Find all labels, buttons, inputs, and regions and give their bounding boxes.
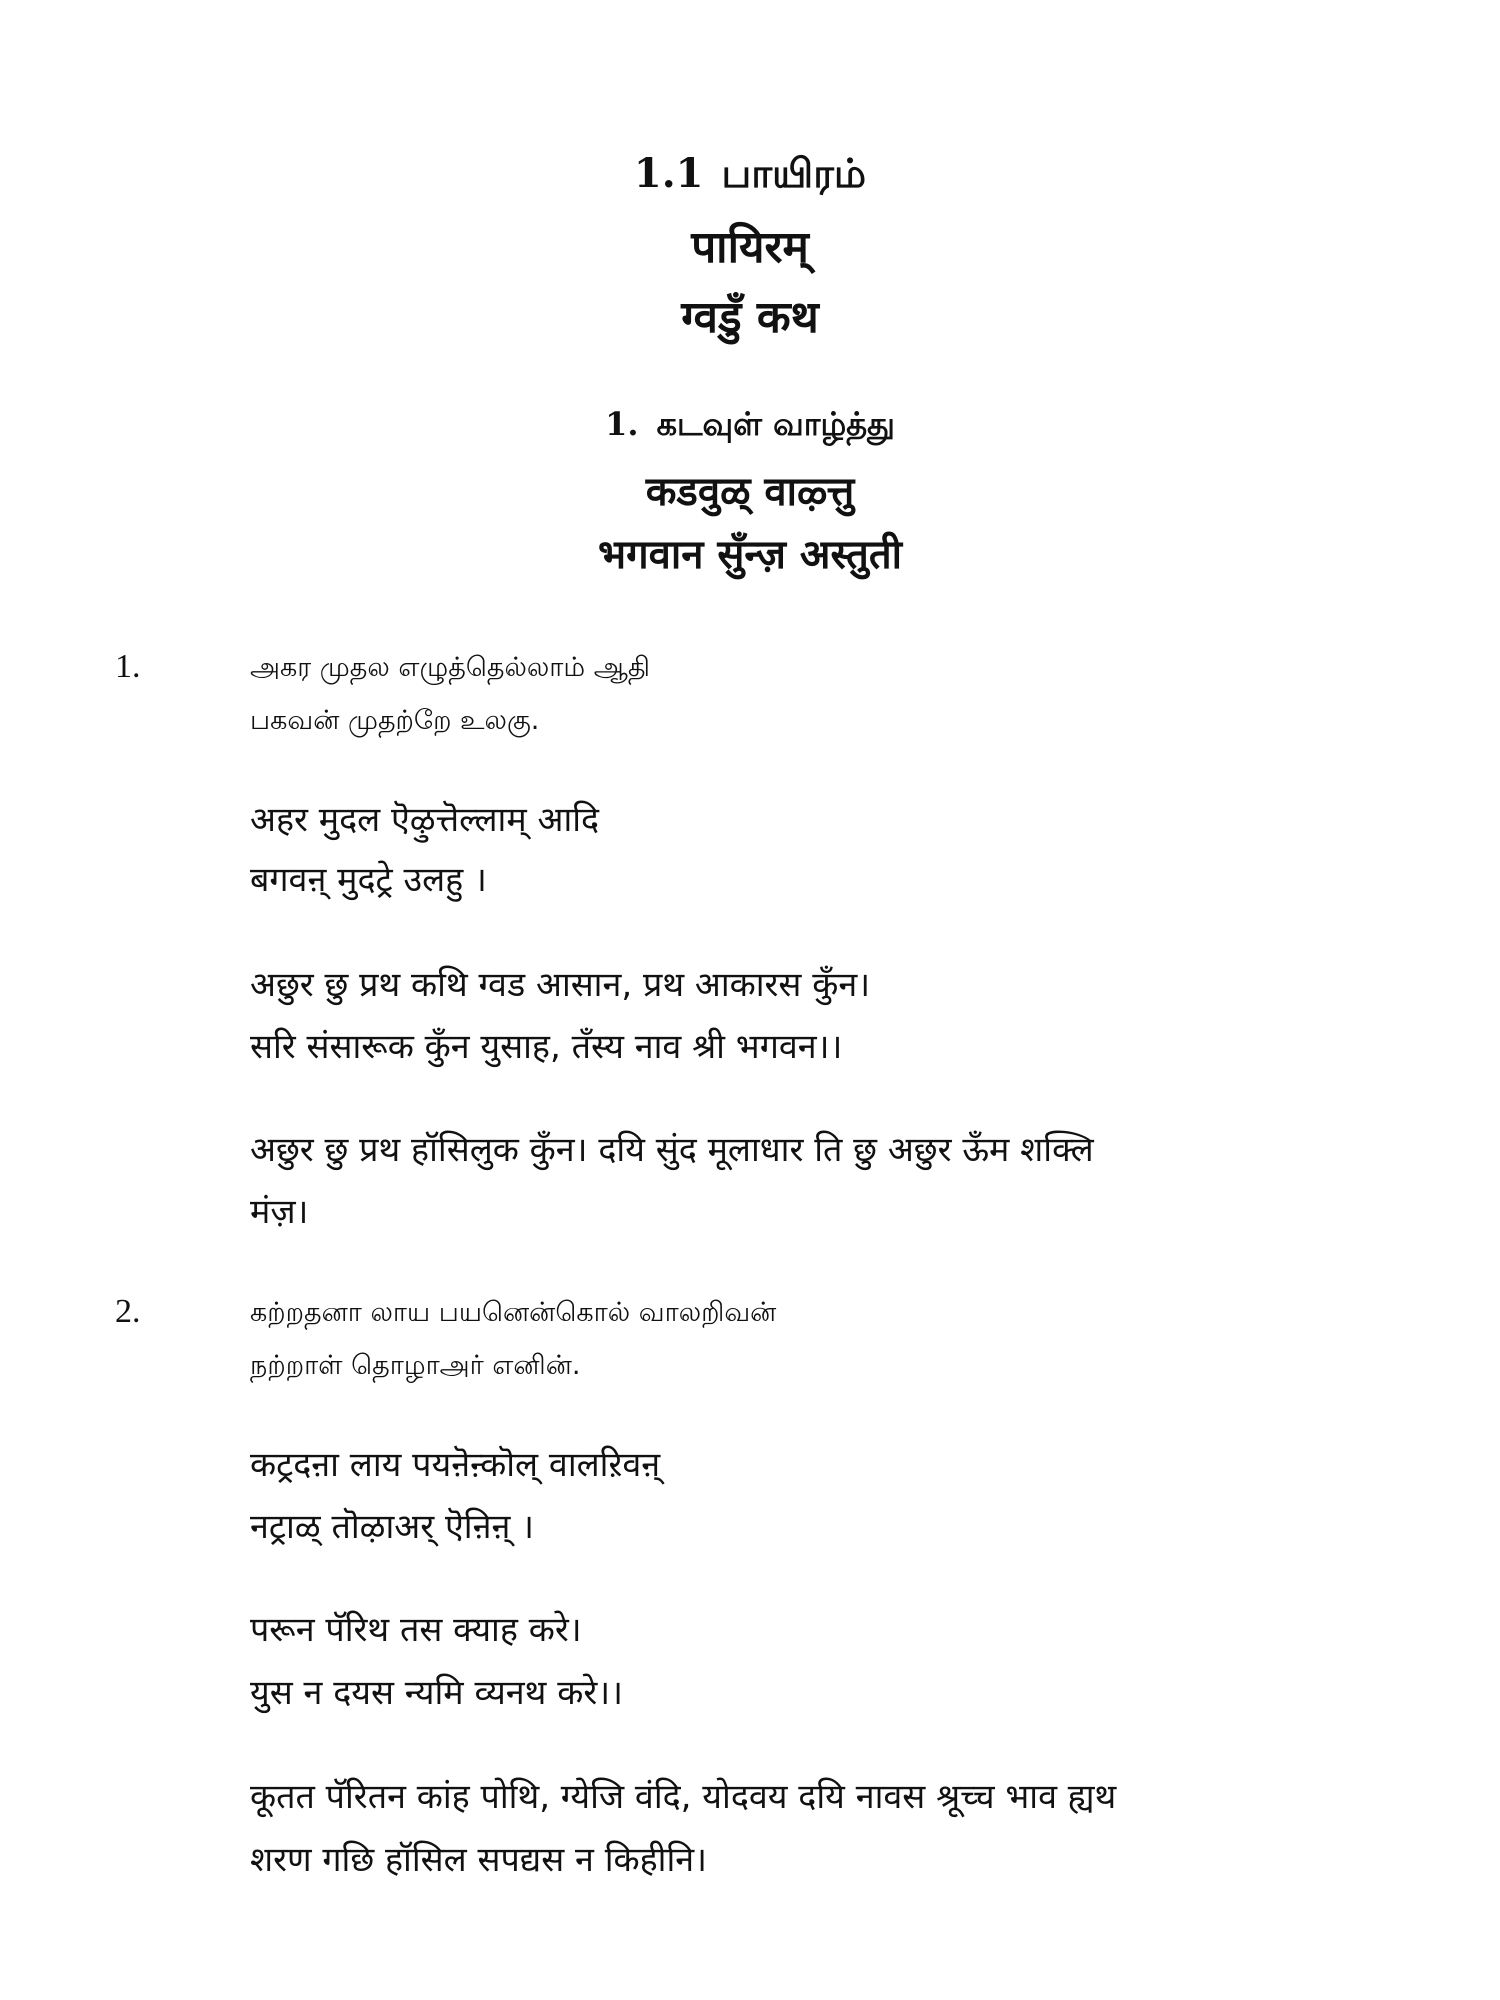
verse-transliteration-line: अहर मुदल ऎऴुत्तॆल्लाम् आदि bbox=[250, 800, 600, 840]
chapter-title-devanagari: कडवुळ् वाऴ्त्तु bbox=[645, 469, 855, 515]
verse-transliteration-line: कट्रदऩा लाय पयऩॆऩ्कॊल् वालऱिवऩ् bbox=[250, 1445, 661, 1485]
section-title-tamil-line bbox=[0, 150, 1500, 202]
verse-commentary-line: शरण गछि हॉसिल सपद्यस न किहीनि। bbox=[250, 1840, 708, 1880]
chapter-title-kashmiri: भगवान सुँन्ज़ अस्तुती bbox=[597, 532, 902, 578]
section-title-tamil: பாயிரம் bbox=[721, 151, 867, 197]
section-title-devanagari: पायिरम् bbox=[691, 222, 809, 273]
verse-translation-line: परून पॅरिथ तस क्याह करे। bbox=[250, 1610, 582, 1650]
verse-commentary-line: अछुर छु प्रथ हॉसिलुक कुँन। दयि सुंद मूलाधार ति छु अछुर ऊँम शक्लि bbox=[250, 1130, 1094, 1170]
section-number: 1.1 bbox=[633, 150, 704, 197]
verse-translation-line: सरि संसारूक कुँन युसाह, तँस्य नाव श्री भगवन।। bbox=[250, 1027, 843, 1067]
verse-translation-line: युस न दयस न्यमि व्यनथ करे।। bbox=[250, 1673, 623, 1713]
verse-tamil-line: அகர முதல எழுத்தெல்லாம் ஆதி bbox=[250, 652, 650, 683]
verse-transliteration-line: नट्राळ् तॊऴाअर् ऎऩिऩ् । bbox=[250, 1507, 535, 1547]
verse-tamil-line: பகவன் முதற்றே உலகு. bbox=[250, 705, 540, 736]
verse-commentary-line: मंज़। bbox=[250, 1192, 309, 1232]
section-title-kashmiri: ग्वडुँ कथ bbox=[681, 292, 819, 343]
verse-tamil-line: நற்றாள் தொழாஅர் எனின். bbox=[250, 1350, 581, 1381]
verse-number: 1. bbox=[115, 648, 141, 685]
verse-commentary-line: कूतत पॅरितन कांह पोथि, ग्येजि वंदि, योदवय दयि नावस श्रूच्च भाव ह्यथ bbox=[250, 1777, 1117, 1817]
verse-translation-line: अछुर छु प्रथ कथि ग्वड आसान, प्रथ आकारस कुँन। bbox=[250, 965, 871, 1005]
verse-transliteration-line: बगवऩ् मुदट्रे उलहु । bbox=[250, 860, 487, 900]
chapter-number: 1. bbox=[605, 405, 639, 443]
chapter-title-tamil-line bbox=[0, 405, 1500, 447]
verse-tamil-line: கற்றதனா லாய பயனென்கொல் வாலறிவன் bbox=[250, 1297, 777, 1328]
chapter-title-tamil: கடவுள் வாழ்த்து bbox=[656, 405, 895, 443]
verse-number: 2. bbox=[115, 1293, 141, 1330]
